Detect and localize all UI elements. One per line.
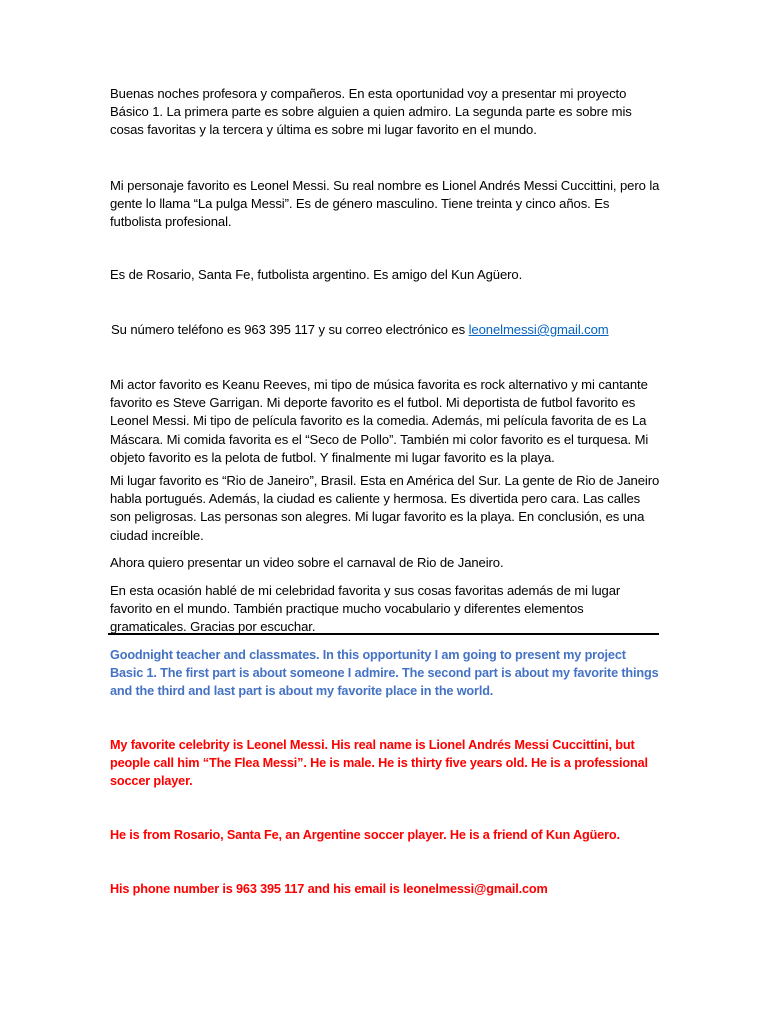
- english-intro-paragraph: Goodnight teacher and classmates. In this opportunity I am going to present my project Basic 1. The first part is about someone I admire. The second part is about my favorite things and the third and last part is about my favorite place in the world.: [110, 648, 659, 699]
- section-divider: [108, 633, 659, 635]
- spanish-contact-paragraph: [111, 321, 661, 339]
- english-celebrity-paragraph: My favorite celebrity is Leonel Messi. His real name is Lionel Andrés Messi Cuccittini, but people call him “The Flea Messi”. He is male. He is thirty five years old. He is a professional soccer player.: [110, 738, 648, 789]
- spanish-place-paragraph: Mi lugar favorito es “Rio de Janeiro”, Brasil. Esta en América del Sur. La gente de Rio de Janeiro habla portugués. Además, la ciudad es caliente y hermosa. Es divertida pero cara. Las calles son peligrosas. Las personas son alegres. Mi lugar favorito es la playa. En conclusión, es una ciudad increíble.: [110, 473, 660, 543]
- email-link[interactable]: leonelmessi@gmail.com: [468, 322, 609, 337]
- spanish-favorites-paragraph: Mi actor favorito es Keanu Reeves, mi tipo de música favorita es rock alternativo y mi cantante favorito es Steve Garrigan. Mi deporte favorito es el futbol. Mi deportista de futbol favorito es Leonel Messi. Mi tipo de película favorito es la comedia. Además, mi película favorita de es La Máscara. Mi comida favorita es el “Seco de Pollo”. También mi color favorito es el turquesa. Mi objeto favorito es la pelota de futbol. Y finalmente mi lugar favorito es la playa.: [110, 377, 649, 465]
- spanish-origin-paragraph: Es de Rosario, Santa Fe, futbolista argentino. Es amigo del Kun Agüero.: [110, 267, 523, 282]
- spanish-video-paragraph: Ahora quiero presentar un video sobre el carnaval de Rio de Janeiro.: [110, 555, 504, 570]
- english-origin-paragraph: He is from Rosario, Santa Fe, an Argentine soccer player. He is a friend of Kun Agüero.: [110, 828, 620, 842]
- spanish-celebrity-paragraph: Mi personaje favorito es Leonel Messi. Su real nombre es Lionel Andrés Messi Cuccittini, pero la gente lo llama “La pulga Messi”. Es de género masculino. Tiene treinta y cinco años. Es futbolista profesional.: [110, 178, 660, 230]
- english-contact-paragraph: His phone number is 963 395 117 and his email is leonelmessi@gmail.com: [110, 882, 548, 896]
- spanish-contact-text: Su número teléfono es 963 395 117 y su correo electrónico es: [111, 322, 469, 337]
- spanish-intro-paragraph: Buenas noches profesora y compañeros. En esta oportunidad voy a presentar mi proyecto Básico 1. La primera parte es sobre alguien a quien admiro. La segunda parte es sobre mis cosas favoritas y la tercera y última es sobre mi lugar favorito en el mundo.: [110, 86, 632, 138]
- spanish-closing-paragraph: En esta ocasión hablé de mi celebridad favorita y sus cosas favoritas además de mi lugar favorito en el mundo. También practique mucho vocabulario y diferentes elementos gramaticales. Gracias por escuchar.: [110, 583, 621, 635]
